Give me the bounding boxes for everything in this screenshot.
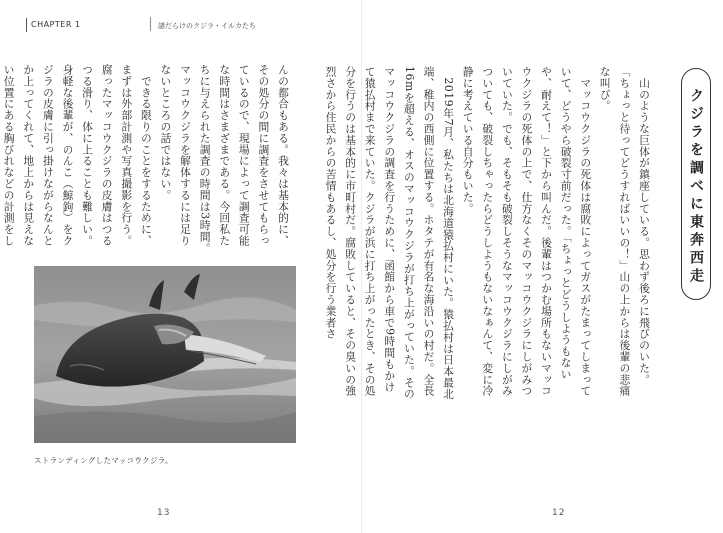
page-number-right: 12 <box>552 508 566 518</box>
chapter-label: CHAPTER 1 <box>31 20 81 29</box>
chapter-marker <box>26 18 27 32</box>
photo-caption: ストランディングしたマッコウクジラ。 <box>34 456 173 465</box>
left-page-body: んの都合もある。我々は基本的に、その処分の間に調査をさせてもらっているので、現場によって調査可能な時間はさまざまである。今回私たちに与えられた調査の時間は3時間。マッコウクジラを解体するには足りないところの話ではない。 できる限りのことをするために、まずは外部計測や写真撮影を行う。腐ったマッコウクジラの皮膚はつるつる滑り、体に上ることも難しい。身軽な後輩が、のんこ（鯨鉤）をクジラの皮膚に引っ掛けながらなんとか上ってくれて、地上からは見えない位置にある胸びれなどの計測をし <box>2 64 290 254</box>
sperm-whale-illustration <box>34 266 296 443</box>
running-title: 謎だらけのクジラ・イルカたち <box>158 22 256 30</box>
header-divider <box>150 17 151 31</box>
page-number-left: 13 <box>157 508 171 518</box>
right-page-body: 山のような巨体が鎮座している。思わず後ろに飛びのいた。「ちょっと待ってどうすればいいの！」山の上からは後輩の悲痛な叫び。 マッコウクジラの死体は腐敗によってガスがたまってしまっていて、どうやら破裂寸前だった。「ちょっとどうしようもないや、耐えて！」と下から叫んだ。後輩はつかむ場所もないマッコウクジラの死体の上で、仕方なくそのマッコウクジラにしがみついていた。でも、そもそも破裂しそうなマッコウクジラにしがみついても、破裂しちゃったらどうしようもないなぁんて、変に冷静に考えている自分もいた。 2019年7月、私たちは北海道猿払村にいた。猿払村は日本最北端、稚内の西側に位置する。ホタテが有名な海沿いの村だ。全長16mを超える、オスのマッコウクジラが打ち上がっていた。そのマッコウクジラの調査を行うために、函館から車で9時間もかけて猿払村まで来ていた。クジラが浜に打ち上がったとき、その処分を行うのは基本的に市町村だ。腐敗していると、その臭いの強烈さから住民からの苦情もあるし、処分を行う業者さ <box>324 66 651 400</box>
whale-photo <box>34 266 296 443</box>
section-title: クジラを調べに東奔西走 <box>681 68 711 300</box>
